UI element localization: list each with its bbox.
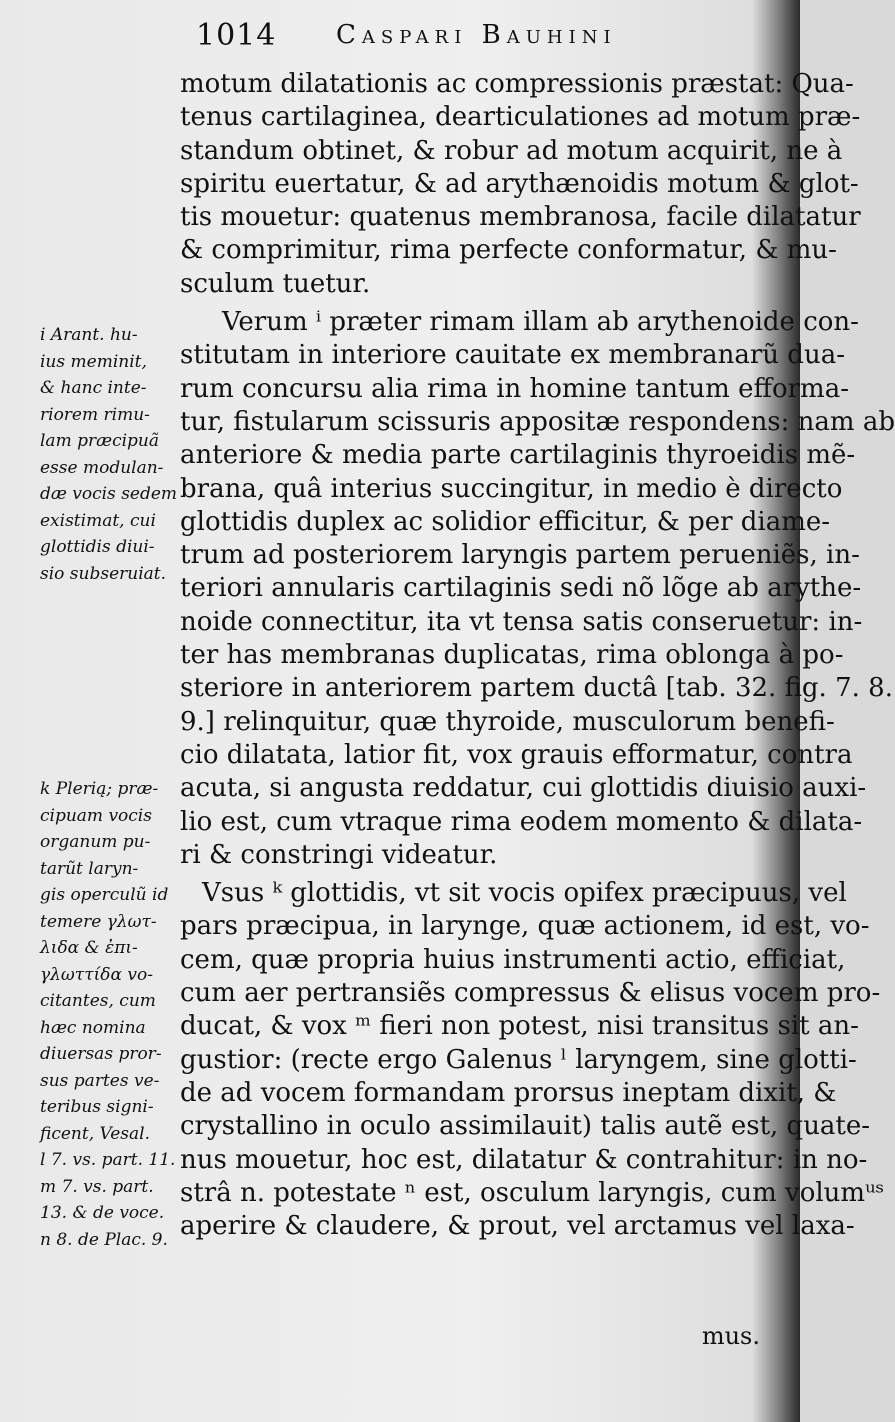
text-line: 9.] relinquitur, quæ thyroide, musculorum benefi-: [180, 706, 835, 737]
text-line: pars præcipua, in larynge, quæ actionem, id est, vo-: [180, 911, 870, 942]
note-line: riorem rimu-: [40, 404, 150, 425]
page-number: 1014: [196, 18, 277, 53]
marginal-note-k: [40, 776, 180, 1253]
text-line: brana, quâ interius succingitur, in medio è directo: [180, 473, 843, 504]
text-line: cum aer pertransiẽs compressus & elisus vocem pro-: [180, 978, 881, 1009]
note-line: glottidis diui-: [40, 537, 155, 557]
text-line: standum obtinet, & robur ad motum acquirit, ne à: [180, 135, 843, 166]
note-line: l 7. vs. part. 11.: [40, 1150, 176, 1170]
note-line: lam præcipuã: [40, 431, 160, 451]
text-line: Vsus ᵏ glottidis, vt sit vocis opifex præcipuus, vel: [202, 878, 847, 909]
text-line: & comprimitur, rima perfecte conformatur, & mu-: [180, 235, 837, 266]
text-line: sculum tuetur.: [180, 268, 371, 299]
marginal-note-i: [40, 322, 180, 587]
text-line: aperire & claudere, & prout, vel arctamus vel laxa-: [180, 1211, 855, 1242]
note-line: temere γλωτ-: [40, 911, 157, 932]
text-line: cem, quæ propria huius instrumenti actio, efficiat,: [180, 944, 846, 975]
text-line: anteriore & media parte cartilaginis thyroeidis mẽ-: [180, 440, 856, 471]
note-line: esse modulan-: [40, 457, 164, 478]
note-line: diuersas pror-: [40, 1044, 162, 1064]
text-line: cio dilatata, latior fit, vox grauis efformatur, contra: [180, 739, 853, 770]
text-line: acuta, si angusta reddatur, cui glottidis diuisio auxi-: [180, 773, 867, 804]
text-line: teriori annularis cartilaginis sedi nõ lõge ab arythe-: [180, 573, 862, 604]
page-header: [196, 18, 736, 62]
note-line: teribus signi-: [40, 1097, 154, 1117]
note-line: existimat, cui: [40, 510, 156, 531]
note-line: λιδα & ἐπι-: [40, 938, 138, 958]
note-line: m 7. vs. part.: [40, 1176, 154, 1197]
text-line: rum concursu alia rima in homine tantum efforma-: [180, 373, 849, 404]
note-line: 13. & de voce.: [40, 1203, 165, 1223]
note-line: sio subseruiat.: [40, 563, 167, 584]
text-line: de ad vocem formandam prorsus ineptam dixit, &: [180, 1077, 837, 1108]
note-line: dæ vocis sedem: [40, 484, 178, 504]
main-text-column: [180, 68, 895, 1243]
note-line: cipuam vocis: [40, 805, 152, 826]
text-line: crystallino in oculo assimilauit) talis autẽ est, quate-: [180, 1111, 871, 1142]
text-line: stitutam in interiore cauitate ex membranarũ dua-: [180, 340, 845, 371]
text-line: Verum ⁱ præter rimam illam ab arythenoide con-: [222, 307, 859, 338]
text-line: steriore in anteriorem partem ductâ [tab. 32. fig. 7. 8.: [180, 673, 893, 704]
text-line: gustior: (recte ergo Galenus ˡ laryngem, sine glotti-: [180, 1044, 857, 1075]
note-line: organum pu-: [40, 832, 151, 852]
text-line: tenus cartilaginea, dearticulationes ad motum præ-: [180, 102, 861, 133]
text-line: strâ n. potestate ⁿ est, osculum laryngis, cum volumᵘˢ: [180, 1177, 885, 1208]
paragraph-1: [180, 68, 861, 301]
note-line: sus partes ve-: [40, 1070, 160, 1091]
note-line: citantes, cum: [40, 991, 156, 1011]
text-line: tur, fistularum scissuris appositæ respondens: nam ab: [180, 406, 895, 437]
text-line: lio est, cum vtraque rima eodem momento & dilata-: [180, 806, 863, 837]
text-line: nus mouetur, hoc est, dilatatur & contrahitur: in no-: [180, 1144, 868, 1175]
note-line: gis operculũ id: [40, 885, 169, 905]
text-line: spiritu euertatur, & ad arythænoidis motum & glot-: [180, 168, 859, 199]
text-line: noide connectitur, ita vt tensa satis conseruetur: in-: [180, 606, 863, 637]
note-line: n 8. de Plac. 9.: [40, 1229, 168, 1250]
note-line: k Plerią; præ-: [40, 779, 159, 799]
running-head: Caspari Bauhini: [336, 20, 617, 50]
text-line: trum ad posteriorem laryngis partem perueniẽs, in-: [180, 540, 860, 571]
catchword: mus.: [701, 1322, 760, 1350]
paragraph-3: [180, 877, 885, 1243]
text-line: ducat, & vox ᵐ fieri non potest, nisi transitus sit an-: [180, 1011, 859, 1042]
note-line: hæc nomina: [40, 1017, 146, 1038]
text-line: ri & constringi videatur.: [180, 839, 498, 870]
text-line: tis mouetur: quatenus membranosa, facile dilatatur: [180, 202, 861, 233]
note-line: tarũt laryn-: [40, 858, 139, 879]
text-line: ter has membranas duplicatas, rima oblonga à po-: [180, 640, 844, 671]
note-line: ius meminit,: [40, 351, 147, 372]
note-line: ficent, Vesal.: [40, 1123, 150, 1144]
text-line: glottidis duplex ac solidior efficitur, & per diame-: [180, 506, 831, 537]
note-line: & hanc inte-: [40, 378, 147, 398]
note-line: γλωττίδα vo-: [40, 964, 153, 985]
text-line: motum dilatationis ac compressionis præstat: Qua-: [180, 69, 854, 99]
paragraph-2: [180, 306, 895, 872]
note-line: i Arant. hu-: [40, 325, 138, 345]
